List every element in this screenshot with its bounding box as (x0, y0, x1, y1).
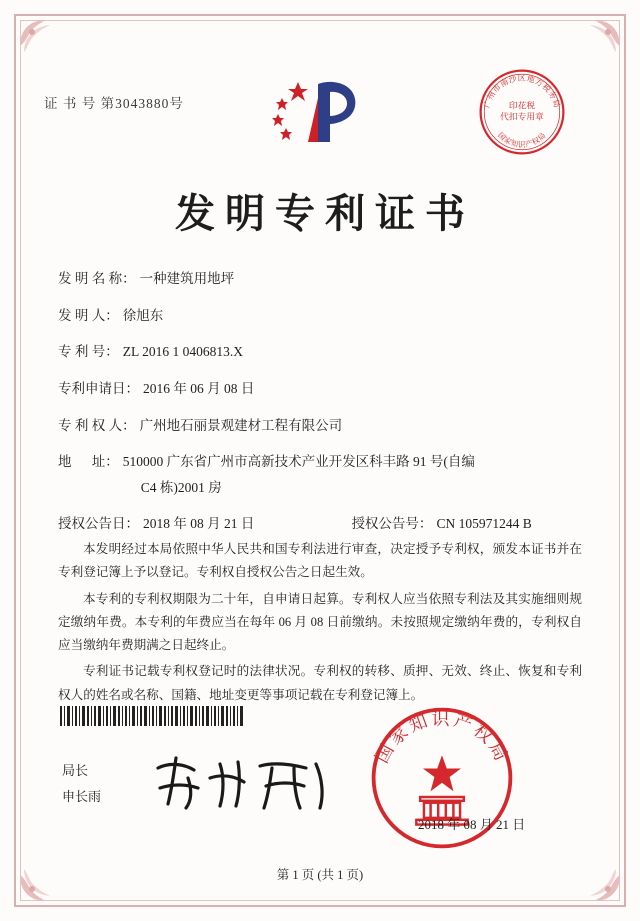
field-value: CN 105971244 B (436, 516, 532, 532)
issue-date: 2018 年 08 月 21 日 (418, 817, 526, 832)
field-label: 发 明 人： (58, 307, 119, 323)
field-patent-number (58, 339, 582, 365)
field-application-date (58, 376, 582, 402)
legal-paragraph-2: 本专利的专利权期限为二十年，自申请日起算。专利权人应当依照专利法及其实施细则规定缴纳年费。本专利的年费应当在每年 06 月 08 日前缴纳。未按照规定缴纳年费的，专利权自应当缴纳年费期满之日起终止。 (58, 591, 582, 653)
svg-text:国家知识产权局: 国家知识产权局 (496, 130, 548, 149)
address-line-2: C4 栋)2001 房 (140, 479, 222, 495)
field-invention-name (58, 266, 582, 292)
svg-text:国家知识产权局: 国家知识产权局 (371, 708, 513, 767)
director-label: 局长 (62, 763, 89, 778)
field-address (58, 449, 582, 500)
field-value: 2018 年 08 月 21 日 (143, 516, 255, 532)
field-patentee (58, 413, 582, 439)
page-footer: 第 1 页 (共 1 页) (276, 868, 364, 882)
field-label: 专 利 号： (58, 344, 119, 360)
field-value: 徐旭东 (122, 307, 164, 323)
certificate-number: 证 书 号 第3043880号 (44, 96, 184, 111)
field-value: 广州地石丽景观建材工程有限公司 (139, 417, 343, 433)
legal-paragraph-1: 本发明经过本局依照中华人民共和国专利法进行审查，决定授予专利权，颁发本证书并在专利登记簿上予以登记。专利权自授权公告之日起生效。 (58, 542, 582, 580)
field-grant-row (58, 511, 582, 537)
certificate-content (36, 30, 604, 891)
svg-text:印花税: 印花税 (508, 100, 536, 111)
field-inventor (58, 303, 582, 329)
field-label: 授权公告号： (351, 516, 433, 532)
svg-text:广州市南沙区地方税务局: 广州市南沙区地方税务局 (482, 73, 562, 110)
field-label: 授权公告日： (58, 516, 139, 532)
address-line-1: 510000 广东省广州市高新技术产业开发区科丰路 91 号(自编 (122, 454, 475, 470)
field-label: 地 址： (58, 454, 119, 470)
director-signature (148, 748, 348, 818)
director-name: 申长雨 (62, 789, 102, 804)
field-label: 专利申请日： (58, 380, 139, 396)
field-value: ZL 2016 1 0406813.X (122, 344, 243, 360)
sipo-logo-icon (260, 72, 380, 148)
legal-text (58, 538, 582, 710)
certificate-fields (58, 266, 582, 548)
field-value: 一种建筑用地坪 (139, 271, 235, 286)
svg-text:代扣专用章: 代扣专用章 (500, 111, 544, 122)
tax-stamp-seal (476, 66, 568, 158)
field-grant-publication-number (351, 511, 582, 537)
field-grant-date (58, 511, 351, 537)
field-label: 专 利 权 人： (58, 417, 136, 433)
legal-paragraph-3: 专利证书记载专利权登记时的法律状况。专利权的转移、质押、无效、终止、恢复和专利权人的姓名或名称、国籍、地址变更等事项记载在专利登记簿上。 (58, 664, 582, 702)
field-value (119, 449, 582, 500)
page-title: 发明专利证书 (175, 190, 475, 237)
director-block (62, 758, 101, 810)
field-value: 2016 年 06 月 08 日 (143, 380, 255, 396)
barcode (60, 706, 246, 726)
field-label: 发 明 名 称： (58, 271, 136, 286)
